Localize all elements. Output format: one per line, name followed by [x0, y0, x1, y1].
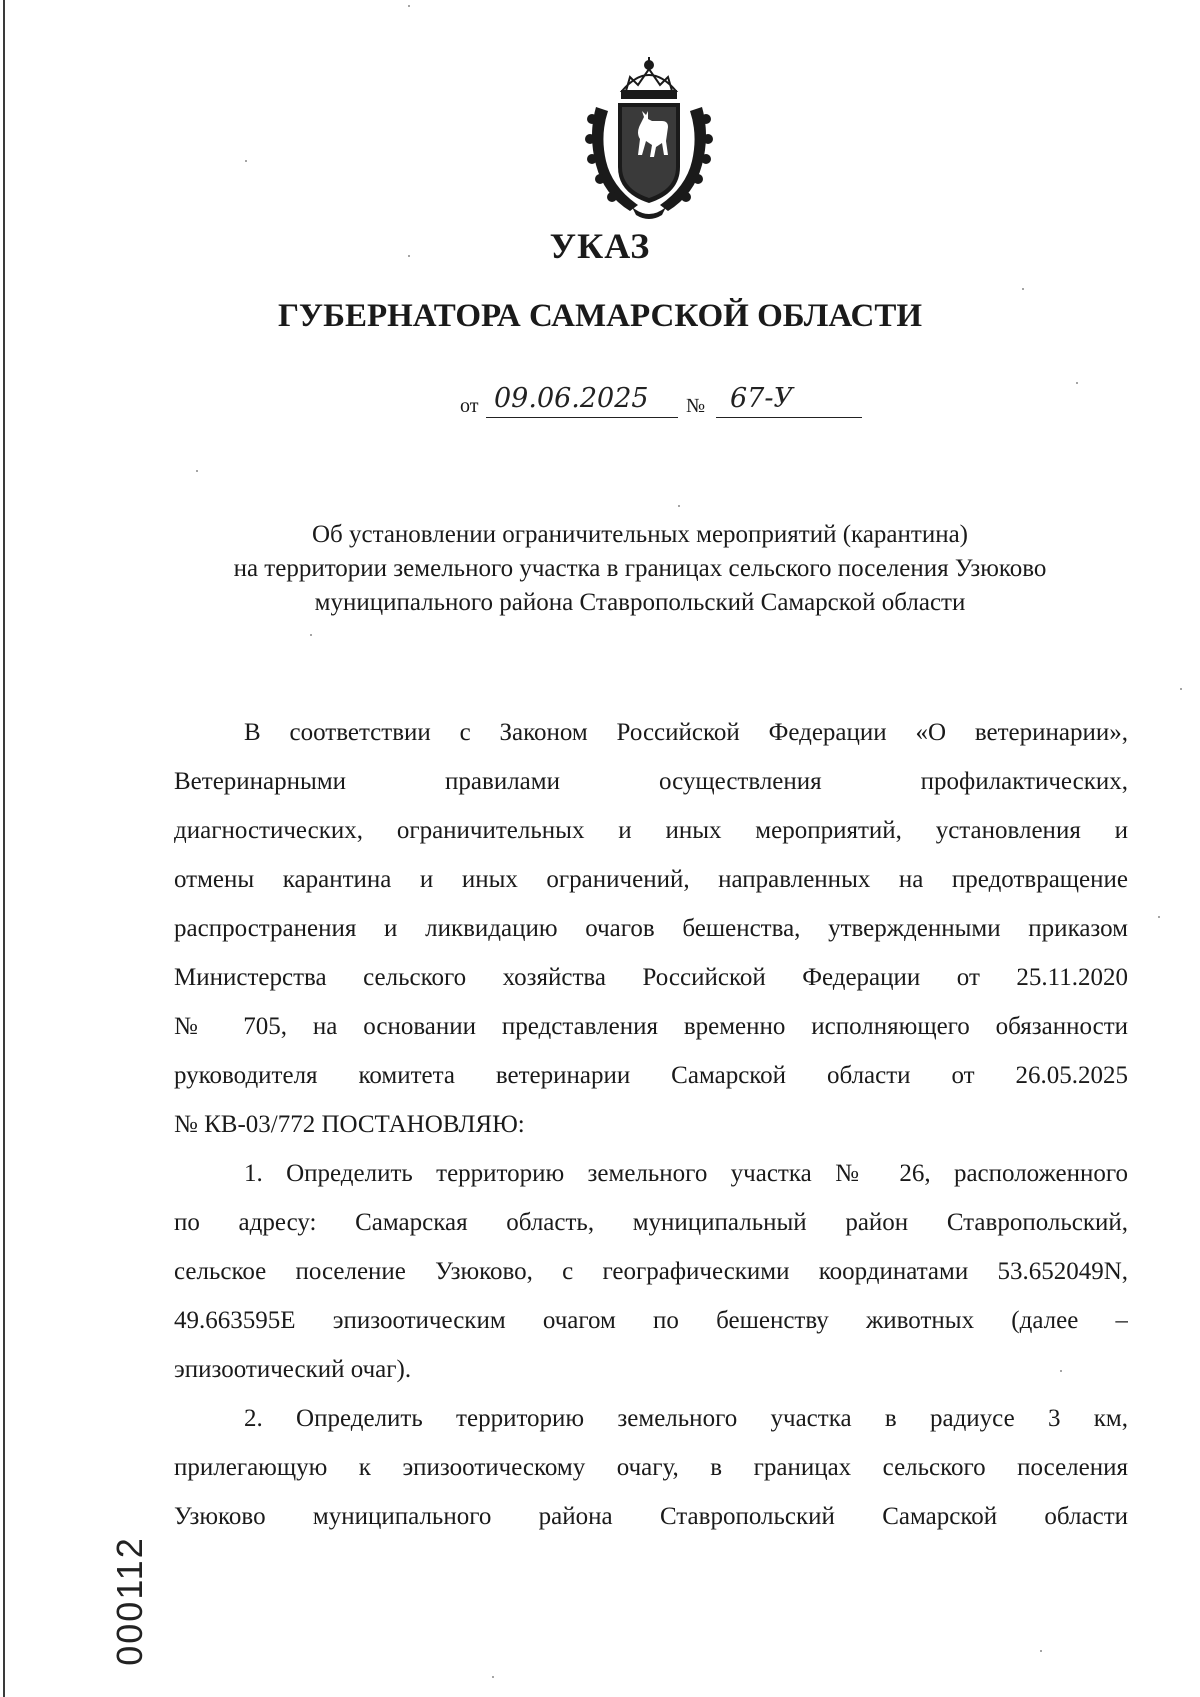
paragraph-1-line: по адресу: Самарская область, муниципальный район Ставропольский, [174, 1209, 1128, 1236]
decree-subject [150, 518, 1130, 620]
decree-issuer: ГУБЕРНАТОРА САМАРСКОЙ ОБЛАСТИ [277, 298, 923, 334]
body-line: № КВ-03/772 ПОСТАНОВЛЯЮ: [174, 1111, 525, 1138]
subject-line: Об установлении ограничительных мероприятий (карантина) [311, 521, 969, 548]
subject-line: муниципального района Ставропольский Самарской области [314, 589, 966, 616]
body-line: Министерства сельского хозяйства Российской Федерации от 25.11.2020 [174, 964, 1128, 991]
paragraph-2-line: прилегающую к эпизоотическому очагу, в границах сельского поселения [174, 1454, 1128, 1481]
registration-stamp [100, 1530, 160, 1670]
decree-body [174, 708, 1128, 1541]
body-line: В соответствии с Законом Российской Федерации «О ветеринарии», [244, 719, 1128, 746]
body-line: отмены карантина и иных ограничений, направленных на предотвращение [174, 866, 1128, 893]
body-line: руководителя комитета ветеринарии Самарской области от 26.05.2025 [174, 1062, 1128, 1089]
date-prefix: от [460, 395, 479, 417]
decree-title: УКАЗ [549, 226, 651, 266]
scan-speck [678, 505, 680, 507]
scan-speck [492, 1676, 494, 1678]
number-prefix: № [686, 395, 706, 417]
paragraph-1-line: 1. Определить территорию земельного участка № 26, расположенного [244, 1160, 1128, 1187]
scan-speck [245, 160, 247, 162]
scan-speck [1060, 1370, 1062, 1372]
samara-coat-of-arms-icon [582, 55, 716, 220]
scan-speck [1158, 916, 1160, 918]
scan-speck [1076, 382, 1078, 384]
paragraph-1-line: эпизоотический очаг). [174, 1356, 412, 1383]
paragraph-1-line: сельское поселение Узюково, с географическими координатами 53.652049N, [174, 1258, 1128, 1285]
scan-speck [310, 634, 312, 636]
subject-line: на территории земельного участка в границах сельского поселения Узюково [233, 555, 1047, 582]
body-line: распространения и ликвидацию очагов бешенства, утвержденными приказом [174, 915, 1128, 942]
paragraph-2-line: Узюково муниципального района Ставропольский Самарской области [174, 1503, 1128, 1530]
body-line: диагностических, ограничительных и иных мероприятий, установления и [174, 817, 1128, 844]
body-line: № 705, на основании представления временно исполняющего обязанности [174, 1013, 1128, 1040]
stamp-number: 000112 [109, 1536, 150, 1666]
scan-speck [408, 5, 410, 7]
scan-speck [196, 470, 198, 472]
body-line: Ветеринарными правилами осуществления профилактических, [174, 768, 1128, 795]
scan-speck [1180, 688, 1182, 690]
scan-speck [1022, 288, 1024, 290]
handwritten-date: 09.06.2025 [486, 383, 678, 418]
paragraph-2-line: 2. Определить территорию земельного участка в радиусе 3 км, [244, 1405, 1128, 1432]
scan-speck [1040, 1650, 1042, 1652]
handwritten-number: 67-У [716, 383, 862, 418]
scan-speck [408, 255, 410, 257]
date-number-line [460, 383, 860, 423]
paragraph-1-line: 49.663595E эпизоотическим очагом по бешенству животных (далее – [174, 1307, 1128, 1334]
